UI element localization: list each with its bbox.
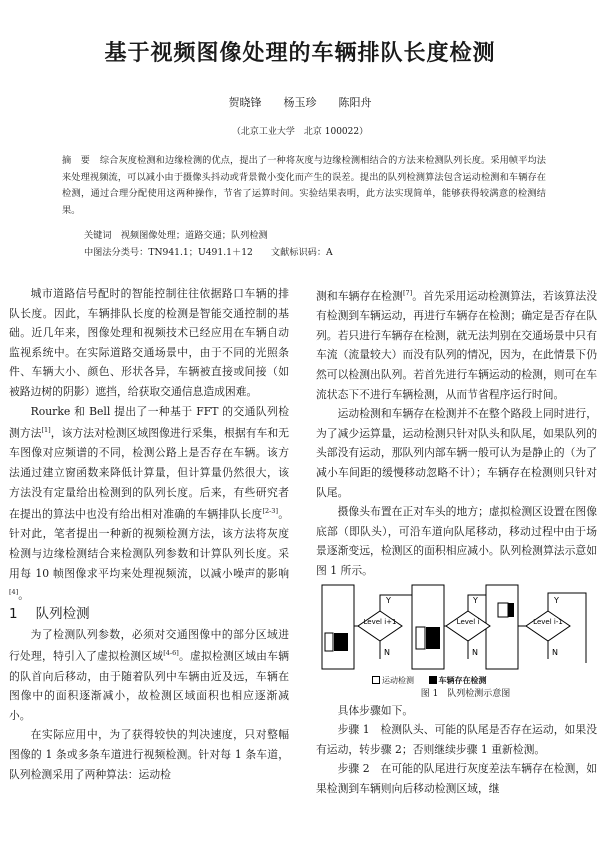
car-icon <box>498 603 508 617</box>
yes-label: Y <box>386 595 391 605</box>
section-paragraph-1: 为了检测队列参数，必须对交通图像中的部分区域进行处理，特引入了虚拟检测区域[4-6]。虚拟检测区域由车辆的队首向后移动，由于随着队列中车辆由近及远，车辆在图像中的面积逐渐减小，故检测区域面积也相应逐渐减小。 <box>9 627 290 722</box>
figure-legend: 运动检测 车辆存在检测 <box>372 671 499 691</box>
decision-diamond <box>526 611 570 641</box>
classification-label: 中图法分类号： <box>84 247 149 258</box>
section-paragraph-2: 在实际应用中，为了获得较快的判决速度，只对整幅图像的 1 条或多条车道进行视频检测。针对每 1 条车道，队列检测采用了两种算法：运动检 <box>9 728 289 781</box>
section-number: 1 <box>9 606 18 623</box>
citation: [4-6] <box>163 649 179 658</box>
right-paragraph-2: 运动检测和车辆存在检测并不在整个路段上同时进行，为了减少运算量，运动检测只针对队头和队尾，如果队列的头部没有运动，那队列内部车辆一般可认为是静止的（为了减小车间距的缓慢移动忽略不计）；车辆存在检测则只针对队尾。 <box>316 407 597 499</box>
authors: 贺晓锋 杨玉珍 陈阳舟 <box>228 96 372 109</box>
level-label: Level i+1 <box>363 617 397 626</box>
classification-value: TN941.1；U491.1＋12 <box>148 247 253 258</box>
yes-label: Y <box>473 595 478 605</box>
flow-arrow <box>380 595 412 611</box>
abstract-label: 摘 要 <box>62 155 90 166</box>
citation: [4] <box>9 588 19 597</box>
no-label: N <box>552 647 558 657</box>
car-icon <box>426 627 440 649</box>
yes-label: Y <box>554 595 559 605</box>
citation: [7] <box>402 289 413 297</box>
keywords-label: 关键词 <box>84 230 112 241</box>
affiliation: （北京工业大学 北京 100022） <box>231 127 369 137</box>
paper-title: 基于视频图像处理的车辆排队长度检测 <box>104 41 496 66</box>
doc-code-value: A <box>326 247 333 258</box>
section-title: 队列检测 <box>35 606 90 623</box>
car-icon <box>334 633 348 651</box>
right-paragraph-3: 摄像头布置在正对车头的地方；虚拟检测区设置在图像底部（即队头），可沿车道向队尾移动，移动过程中由于场景逐渐变远，检测区的面积相应减小。队列检测算法示意如图 1 所示。 <box>316 505 597 577</box>
legend-swatch-motion <box>372 676 380 684</box>
level-label: Level i <box>456 617 480 626</box>
intro-paragraph-2: Rourke 和 Bell 提出了一种基于 FFT 的交通队列检测方法[1]，该方法对检测区域图像进行采集，根据有车和无车图像对应频谱的不同，检测公路上是否存在车辆。该方法通过建立窗函数来降低计算量，但计算量仍然很大，该方法没有定量给出检测到的队列长度。后来，有些研究者在提出的算法中也没有给出相对准确的车辆排队长度[2-3]。针对此，笔者提出一种新的视频检测方法，该方法将灰度检测与边缘检测结合来检测队列参数和计算队列长度。采用每 10 帧图像求平均来处理视频流，以减小噪声的影响[4]。 <box>9 404 290 602</box>
figure-caption: 图 1 队列检测示意图 <box>420 688 511 699</box>
citation: [2-3] <box>262 507 278 516</box>
step-2: 步骤 2 在可能的队尾进行灰度差法车辆存在检测，如果检测到车辆则向后移动检测区域，继 <box>316 762 597 795</box>
citation: [1] <box>41 426 51 435</box>
keywords-text: 视频图像处理；道路交通；队列检测 <box>120 230 268 241</box>
decision-diamond <box>446 611 490 641</box>
decision-diamond <box>358 611 402 641</box>
section-heading <box>9 605 289 625</box>
doc-code-label: 文献标识码： <box>270 247 327 258</box>
keywords <box>84 227 268 241</box>
right-column <box>316 284 597 798</box>
left-column <box>9 284 289 784</box>
steps-intro: 具体步骤如下。 <box>337 703 414 717</box>
lane-frame <box>486 585 518 669</box>
queue-detection-diagram <box>320 583 590 671</box>
right-paragraph-1: 测和车辆存在检测[7]。首先采用运动检测算法，若该算法没有检测到车辆运动，再进行车辆存在检测；确定是否存在队列。若只进行车辆存在检测，就无法判别在交通场景中只有车流（流量较大）而没有队列的情况，因为，在此情景下仍然可以检测出队列。若首先进行车辆运动的检测，则可在车流状态下不进行车辆检测，从而节省程序运行时间。 <box>316 289 598 401</box>
step-1: 步骤 1 检测队头、可能的队尾是否存在运动，如果没有运动，转步骤 2；否则继续步骤 1 重新检测。 <box>316 723 597 756</box>
abstract-text: 综合灰度检测和边缘检测的优点，提出了一种将灰度与边缘检测相结合的方法来检测队列长度。采用帧平均法来处理视频流，可以减小由于摄像头抖动或背景微小变化而产生的误差。提出的队列检测算法包含运动检测和车辆存在检测，通过合理分配使用这两种操作，节省了运算时间。实验结果表明，此方法实现简单，能够获得较满意的检测结果。 <box>62 155 546 216</box>
no-label: N <box>384 647 390 657</box>
car-icon <box>416 627 425 649</box>
figure-1 <box>320 583 590 688</box>
intro-paragraph-1: 城市道路信号配时的智能控制往往依据路口车辆的排队长度。因此，车辆排队长度的检测是智能交通控制的基础。近几年来，图像处理和视频技术已经应用在车辆自动监视系统中。在实际道路交通场景中，由于不同的光照条件、车辆大小、颜色、形状各异，车辆被直接或间接（如被路边树的阴影）遮挡，给获取交通信息造成困难。 <box>9 287 289 398</box>
car-icon <box>508 603 514 617</box>
car-icon <box>325 633 333 651</box>
lane-frame <box>322 585 354 669</box>
level-label: Level i-1 <box>533 617 563 626</box>
no-label: N <box>472 647 478 657</box>
legend-swatch-presence <box>429 676 437 684</box>
abstract <box>62 153 546 219</box>
classification <box>84 244 333 258</box>
